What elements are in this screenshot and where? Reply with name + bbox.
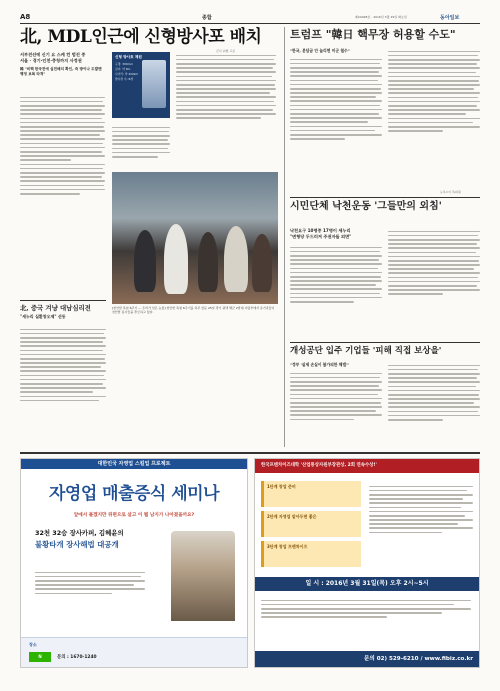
lead-headline: 北, MDL인근에 신형방사포 배치 <box>20 27 262 47</box>
article2-body <box>20 326 106 446</box>
masthead-rule <box>20 23 480 24</box>
article2-subhead: "세누리 실환창오제" 선동 <box>20 314 66 319</box>
step-2-label: 2단계 자영업 알아두면 좋은 <box>267 514 317 519</box>
section-rule <box>290 197 480 198</box>
spec-line-1: 구경: 300mm <box>115 62 134 66</box>
ad-right-text <box>369 483 473 569</box>
step-3 <box>261 541 361 567</box>
spec-line-3: 사거리: 약 200km <box>115 72 139 76</box>
ad-right-contact[interactable]: 문의 02) 529-6210 / www.fibiz.co.kr <box>255 651 479 667</box>
ad-right-banner: 한국프랜차이즈대학 '산업통상자원부장관상, 2회 연속수상!' <box>255 459 479 473</box>
ad-phone[interactable]: 문의 : 1670-1240 <box>57 655 97 660</box>
article3-subhead: "한국, 분담금 안 늘리면 미군 철수" <box>290 48 350 53</box>
person-figure <box>252 234 272 292</box>
step-1-label: 1단계 창업 준비 <box>267 484 296 489</box>
section-rule <box>290 342 480 343</box>
lead-body-col2 <box>176 52 276 172</box>
step-2 <box>261 511 361 537</box>
article3-body-col2 <box>388 48 480 188</box>
person-figure <box>164 224 188 294</box>
issue-info: 제24928호 · 2016년 3월 29일 화요일 <box>355 15 407 19</box>
photo-caption: [천안함 폭침 6주기 — 우리가 잊은 눈물] 천안함 폭침 6주기를 하루 앞둔 25일 경기 평택 해군 2함대 사령부에서 유가족들이 천안함 용사들을 추모하고 있다. <box>112 306 275 314</box>
lead-body-col1 <box>20 94 105 294</box>
person-figure <box>198 232 218 292</box>
article4-subhead-1: 낙천요구 10명중 17명이 세누리 <box>290 228 351 233</box>
spec-box <box>112 52 170 118</box>
ad-right-date: 일 시 : 2016년 3월 31일(목) 오후 2시~5시 <box>255 577 479 591</box>
lead-article <box>20 27 280 53</box>
article3-headline: 트럼프 "韓日 핵무장 허용할 수도" <box>290 28 456 41</box>
article3-byline: 뉴욕=이 특파원 <box>440 190 461 194</box>
ad-footer-label: 장소 <box>29 642 37 647</box>
naver-logo: N <box>29 652 51 662</box>
seminar-ad[interactable] <box>20 458 248 668</box>
ad-sub1: 32천 32승 장사카퍼, 김혜윤의 <box>35 529 124 537</box>
page-number: A8 <box>20 13 31 21</box>
article4-headline: 시민단체 낙천운동 '그들만의 외침' <box>290 201 442 212</box>
spec-box-graphic <box>142 60 166 108</box>
spec-line-2: 길이: 약 8m <box>115 67 131 71</box>
ad-title: 자영업 매출증식 세미나 <box>48 484 220 504</box>
section-rule <box>20 300 106 301</box>
article4 <box>290 200 480 213</box>
ad-right-details <box>261 597 471 637</box>
article5 <box>290 346 480 357</box>
article4-subhead-2: "변형당 두드러져 주권자들 외면" <box>290 234 352 239</box>
spec-line-4: 발사관 수: 8개 <box>115 77 134 81</box>
ad-rule <box>20 452 480 454</box>
spec-box-title: 신형 방사포 제원 <box>115 55 142 59</box>
lead-subhead-1: 서부전선에 신기 요 스케 컨 범진 중 <box>20 52 86 57</box>
lead-byline: 군사 위협 고조 <box>216 49 236 53</box>
ad-tagline: 앞에서 볼겠지만 뒤편으로 살고 이 뭘 남지가 나아졌을까요? <box>73 513 195 518</box>
ad-footer <box>21 637 247 667</box>
step-1 <box>261 481 361 507</box>
article5-body-col1 <box>290 370 382 446</box>
article2 <box>20 304 106 319</box>
lead-subheads <box>20 52 105 78</box>
article3-body-col1 <box>290 56 382 192</box>
article5-body-col2 <box>388 362 480 446</box>
section-label: 종합 <box>202 15 212 21</box>
article5-subhead: "정부 '실제 손실이 불가피한 해법'" <box>290 362 350 367</box>
lead-subhead-2: 서울 · 경기·인천·충청까지 사정권 <box>20 58 82 63</box>
ad-sub2: 불황타개 장사해법 대공개 <box>35 540 119 549</box>
masthead <box>20 13 480 22</box>
person-figure <box>134 230 156 292</box>
ad-banner: 대한민국 자영업 스킬업 프로젝트 <box>21 459 247 469</box>
lead-subhead-3: 韓 "비핵 한국전에 실전배치 확인, 즉 방이나 도발땐 행정 보복 타격" <box>20 67 102 77</box>
franchise-ad[interactable] <box>254 458 480 668</box>
presenter-photo <box>171 531 235 621</box>
article5-headline: 개성공단 입주 기업들 '피해 직접 보상을' <box>290 346 442 356</box>
column-divider <box>284 27 285 447</box>
ad-right-steps <box>261 481 361 567</box>
article4-body-col1 <box>290 244 382 338</box>
ceremony-photo <box>112 172 278 304</box>
paper-name: 동아일보 <box>440 15 460 21</box>
article4-subhead <box>290 228 385 240</box>
person-figure <box>224 226 248 292</box>
step-3-label: 3단계 창업 프랜차이즈 <box>267 544 308 549</box>
article2-headline: 北, 중국 겨냥 대남심리전 <box>20 304 91 312</box>
ad-text-block <box>35 569 145 615</box>
article3 <box>290 28 480 42</box>
article4-body-col2 <box>388 228 480 338</box>
